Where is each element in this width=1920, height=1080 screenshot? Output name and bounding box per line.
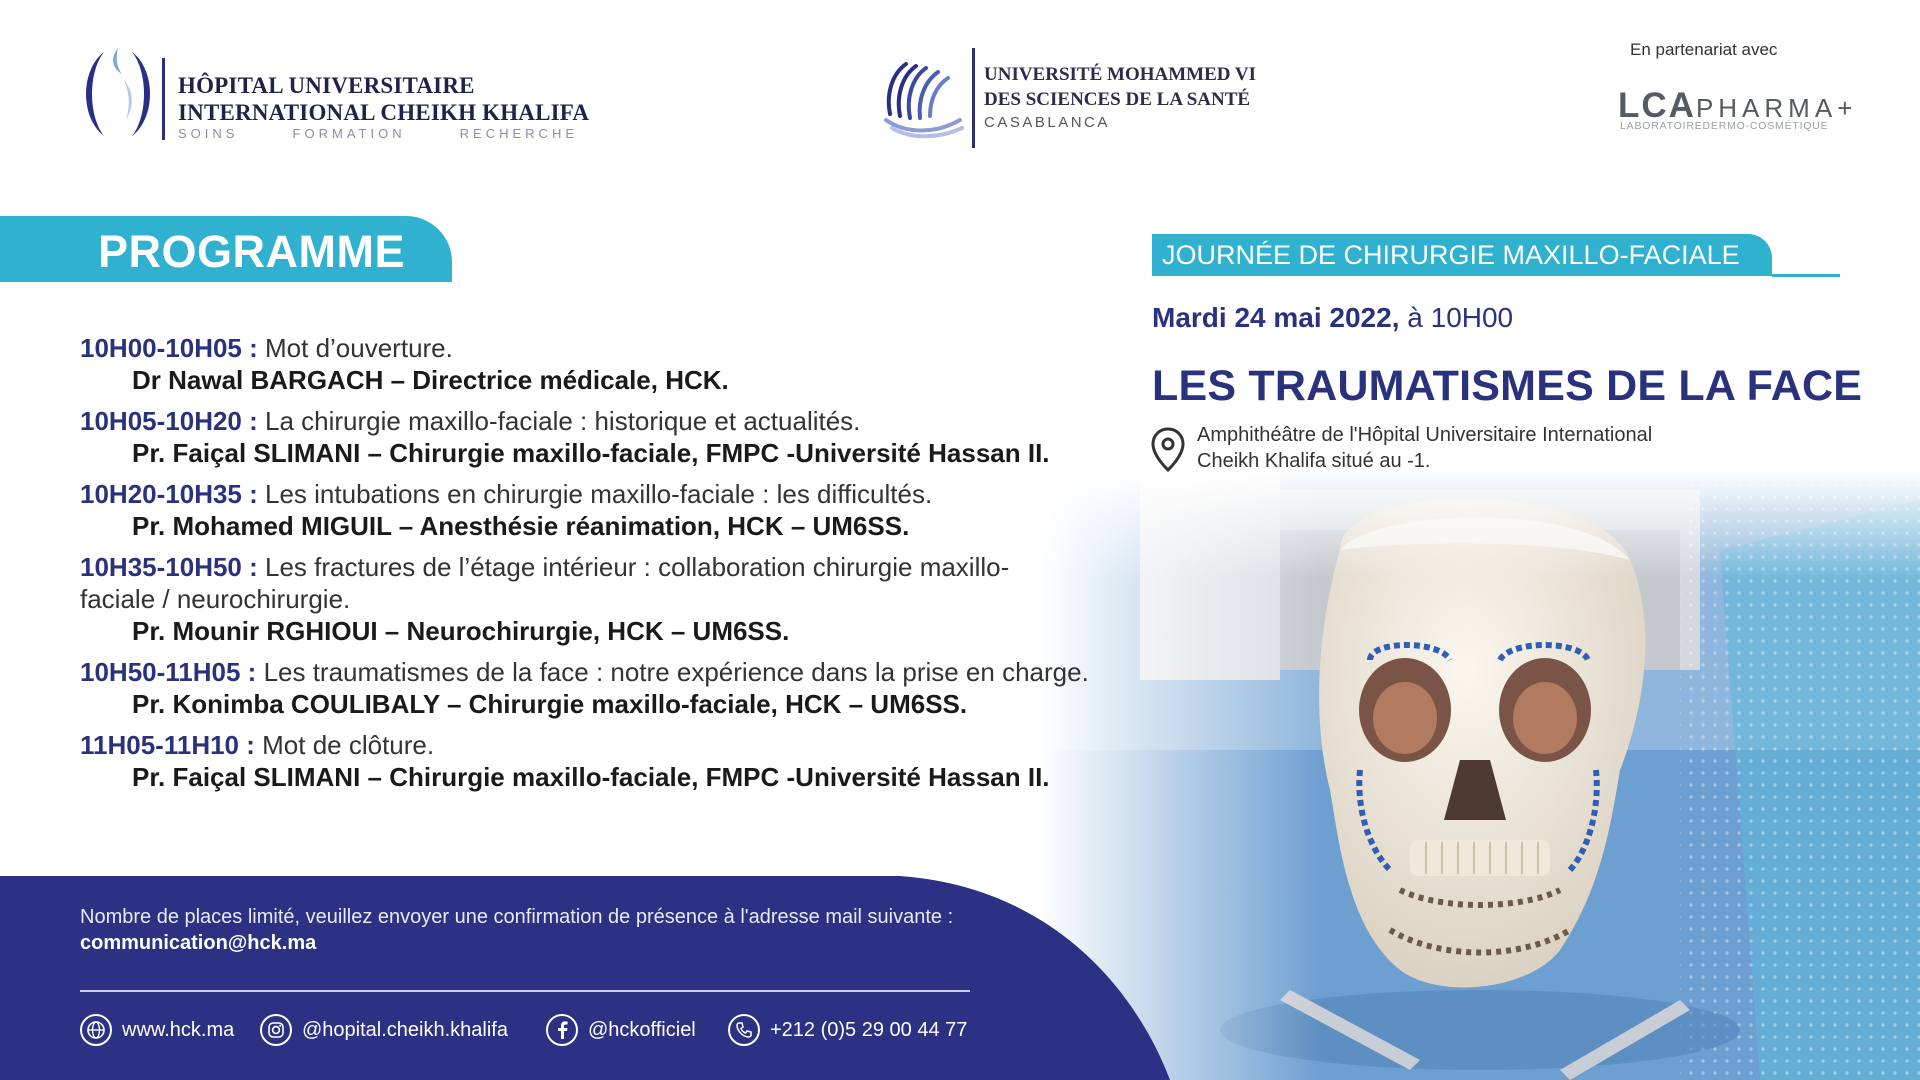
hck-tagline-formation: FORMATION	[292, 126, 406, 141]
programme-item-speaker	[80, 761, 1230, 793]
programme-item	[80, 656, 1230, 720]
programme-list	[80, 332, 1230, 802]
programme-title: PROGRAMME	[98, 226, 405, 277]
footer-email-link[interactable]: communication@hck.ma	[80, 932, 317, 954]
hck-name-line2: INTERNATIONAL CHEIKH KHALIFA	[178, 100, 590, 125]
programme-item-time: 10H35-10H50 :	[80, 552, 258, 582]
speaker-name: Pr. Konimba COULIBALY	[132, 689, 440, 719]
speaker-name: Pr. Faiçal SLIMANI	[132, 762, 361, 792]
footer-phone-link[interactable]	[728, 1012, 967, 1048]
speaker-affiliation: – Chirurgie maxillo-faciale, FMPC -Université Hassan II.	[360, 762, 1050, 792]
location-pin-icon	[1150, 426, 1186, 474]
programme-item-line	[80, 478, 1230, 510]
programme-item-time: 10H20-10H35 :	[80, 479, 258, 509]
um6ss-name-line2: DES SCIENCES DE LA SANTÉ	[984, 89, 1251, 110]
programme-item-time: 11H05-11H10 :	[80, 730, 255, 760]
footer-divider	[80, 990, 970, 992]
programme-item	[80, 478, 1230, 542]
hck-logo-icon	[74, 44, 162, 144]
lca-pharma-subtitle: LABORATOIREDERMO-COSMÉTIQUE	[1620, 120, 1829, 132]
facebook-icon	[546, 1014, 578, 1046]
hck-tagline-soins: SOINS	[178, 126, 239, 141]
instagram-icon	[260, 1014, 292, 1046]
footer-facebook-text: @hckofficiel	[588, 1018, 696, 1041]
event-banner	[1152, 234, 1772, 276]
event-date-time: à 10H00	[1399, 302, 1514, 333]
speaker-name: Dr Nawal BARGACH	[132, 365, 384, 395]
programme-item-topic: Les traumatismes de la face : notre expérience dans la prise en charge.	[256, 657, 1089, 687]
programme-item-line	[80, 656, 1230, 688]
programme-item-time: 10H50-11H05 :	[80, 657, 257, 687]
programme-item-time: 10H00-10H05 :	[80, 333, 258, 363]
programme-item	[80, 405, 1230, 469]
programme-item-topic: La chirurgie maxillo-faciale : historique et actualités.	[257, 406, 861, 436]
hck-name	[178, 72, 589, 126]
programme-item	[80, 332, 1230, 396]
hck-tagline	[178, 126, 578, 141]
footer-website-link[interactable]	[80, 1012, 234, 1048]
programme-item-topic: Mot de clôture.	[254, 730, 435, 760]
footer-instagram-text: @hopital.cheikh.khalifa	[302, 1018, 508, 1041]
event-banner-underline	[1772, 274, 1840, 277]
speaker-name: Pr. Mohamed MIGUIL	[132, 511, 392, 541]
programme-item	[80, 551, 1230, 647]
um6ss-logo-divider	[972, 48, 975, 148]
event-venue	[1197, 422, 1757, 474]
speaker-affiliation: – Directrice médicale, HCK.	[383, 365, 729, 395]
um6ss-name	[984, 62, 1256, 112]
speaker-affiliation: – Neurochirurgie, HCK – UM6SS.	[377, 616, 790, 646]
event-venue-line2: Cheikh Khalifa situé au -1.	[1197, 450, 1431, 472]
programme-item-speaker	[80, 615, 1230, 647]
um6ss-name-line1: UNIVERSITÉ MOHAMMED VI	[984, 64, 1257, 85]
programme-item-line	[80, 332, 1230, 364]
hck-logo-divider	[162, 58, 165, 140]
speaker-affiliation: – Anesthésie réanimation, HCK – UM6SS.	[391, 511, 910, 541]
programme-item-topic: Mot d’ouverture.	[257, 333, 453, 363]
programme-item-topic: Les fractures de l’étage intérieur : collaboration chirurgie maxillo-faciale / neurochirurgie.	[80, 552, 1010, 614]
lca-pharma-logo	[1618, 86, 1868, 136]
um6ss-city: CASABLANCA	[984, 114, 1110, 131]
hck-name-line1: HÔPITAL UNIVERSITAIRE	[178, 73, 475, 98]
globe-icon	[80, 1014, 112, 1046]
phone-icon	[728, 1014, 760, 1046]
footer-phone-text: +212 (0)5 29 00 44 77	[770, 1018, 968, 1041]
event-title: LES TRAUMATISMES DE LA FACE	[1152, 362, 1863, 410]
footer-website-text: www.hck.ma	[122, 1018, 235, 1041]
speaker-affiliation: – Chirurgie maxillo-faciale, HCK – UM6SS.	[439, 689, 968, 719]
event-date-day: Mardi 24 mai 2022,	[1152, 302, 1400, 333]
speaker-name: Pr. Faiçal SLIMANI	[132, 438, 361, 468]
lca-wordmark-big: LCA	[1618, 86, 1696, 125]
programme-item-speaker	[80, 437, 1230, 469]
footer-notice: Nombre de places limité, veuillez envoyer une confirmation de présence à l'adresse mail suivante :	[80, 906, 954, 928]
event-date	[1152, 302, 1513, 334]
um6ss-logo-icon	[876, 50, 968, 142]
programme-tab	[0, 216, 452, 282]
programme-item-topic: Les intubations en chirurgie maxillo-faciale : les difficultés.	[257, 479, 933, 509]
event-venue-line1: Amphithéâtre de l'Hôpital Universitaire International	[1197, 424, 1653, 446]
hck-logo	[74, 44, 594, 154]
programme-item-speaker	[80, 364, 1230, 396]
programme-item-time: 10H05-10H20 :	[80, 406, 258, 436]
partner-label: En partenariat avec	[1630, 40, 1778, 59]
lca-wordmark-plus: +	[1837, 93, 1858, 123]
speaker-affiliation: – Chirurgie maxillo-faciale, FMPC -Université Hassan II.	[360, 438, 1050, 468]
event-banner-text: JOURNÉE DE CHIRURGIE MAXILLO-FACIALE	[1162, 240, 1740, 270]
programme-item-speaker	[80, 688, 1230, 720]
lca-wordmark-small: PHARMA	[1695, 93, 1838, 123]
programme-item-speaker	[80, 510, 1230, 542]
programme-item	[80, 729, 1230, 793]
programme-item-line	[80, 729, 1230, 761]
programme-item-line	[80, 551, 1040, 615]
um6ss-logo	[876, 44, 1296, 154]
speaker-name: Pr. Mounir RGHIOUI	[132, 616, 378, 646]
footer-instagram-link[interactable]	[260, 1012, 508, 1048]
programme-item-line	[80, 405, 1230, 437]
footer-facebook-link[interactable]	[546, 1012, 696, 1048]
hck-tagline-recherche: RECHERCHE	[459, 126, 578, 141]
footer	[0, 876, 1180, 1080]
